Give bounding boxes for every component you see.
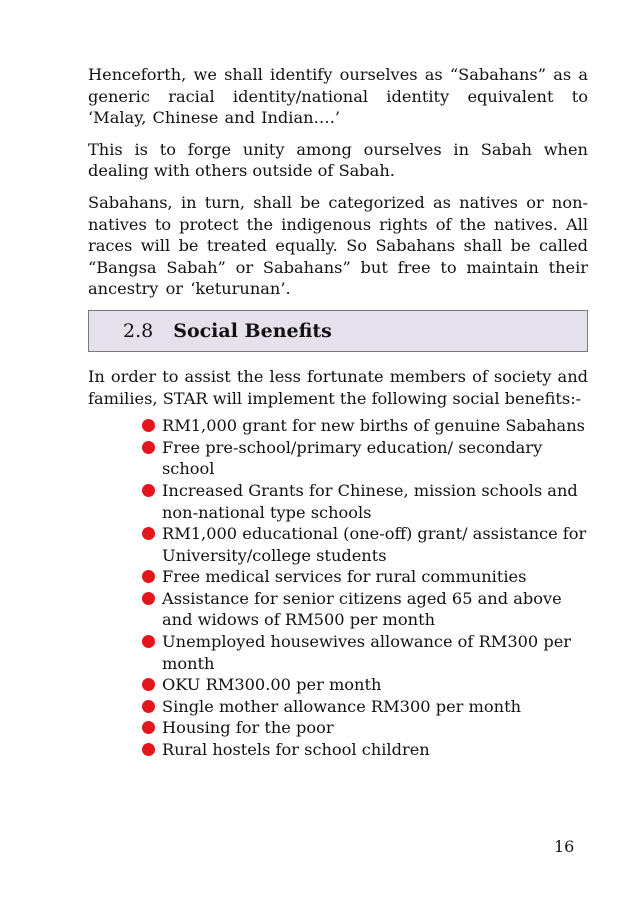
document-page <box>88 64 588 761</box>
list-item-text: Increased Grants for Chinese, mission schools and non-national type schools <box>162 480 578 522</box>
list-item <box>142 480 588 523</box>
list-item <box>142 739 588 761</box>
list-item-text: Free medical services for rural communities <box>162 567 527 587</box>
list-item <box>142 674 588 696</box>
section-heading-box <box>88 310 588 352</box>
list-item-text: Unemployed housewives allowance of RM300 per month <box>162 632 572 673</box>
bullet-icon <box>142 592 155 605</box>
paragraph-unity: This is to forge unity among ourselves in Sabah when dealing with others outside of Sabah. <box>88 139 588 181</box>
list-item-text: Housing for the poor <box>162 718 334 738</box>
bullet-icon <box>142 419 155 432</box>
list-item <box>142 717 588 739</box>
list-item-text: Rural hostels for school children <box>162 740 430 760</box>
list-item <box>142 523 588 566</box>
list-item-text: Single mother allowance RM300 per month <box>162 696 522 716</box>
list-item <box>142 588 588 631</box>
list-item <box>142 631 588 674</box>
bullet-icon <box>142 527 155 540</box>
list-item-text: Assistance for senior citizens aged 65 and above and widows of RM500 per month <box>162 588 562 630</box>
section-title: Social Benefits <box>173 319 332 342</box>
bullet-icon <box>142 484 155 497</box>
bullet-icon <box>142 743 155 756</box>
paragraph-natives: Sabahans, in turn, shall be categorized as natives or non-natives to protect the indigenous rights of the natives. All races will be treated equally. So Sabahans shall be called “Bangsa Sabah” or Sabahans” but free to maintain their ancestry or ‘keturunan’. <box>88 192 588 299</box>
list-item-text: Free pre-school/primary education/ secondary school <box>162 437 543 479</box>
list-item-text: RM1,000 grant for new births of genuine Sabahans <box>162 416 585 436</box>
list-item <box>142 437 588 480</box>
list-item-text: RM1,000 educational (one-off) grant/ assistance for University/college students <box>162 524 587 565</box>
paragraph-sabahans-identity: Henceforth, we shall identify ourselves as “Sabahans” as a generic racial identity/national identity equivalent to ‘Malay, Chinese and Indian….’ <box>88 65 588 128</box>
bullet-icon <box>142 570 155 583</box>
list-item <box>142 696 588 718</box>
benefits-list <box>88 415 588 761</box>
section-number: 2.8 <box>123 319 154 342</box>
list-item-text: OKU RM300.00 per month <box>162 675 382 695</box>
bullet-icon <box>142 635 155 648</box>
list-item <box>142 415 588 437</box>
page-number: 16 <box>554 837 575 856</box>
list-item <box>142 566 588 588</box>
bullet-icon <box>142 721 155 734</box>
bullet-icon <box>142 678 155 691</box>
benefits-intro: In order to assist the less fortunate members of society and families, STAR will implement the following social benefits:- <box>88 366 588 408</box>
bullet-icon <box>142 441 155 454</box>
bullet-icon <box>142 700 155 713</box>
